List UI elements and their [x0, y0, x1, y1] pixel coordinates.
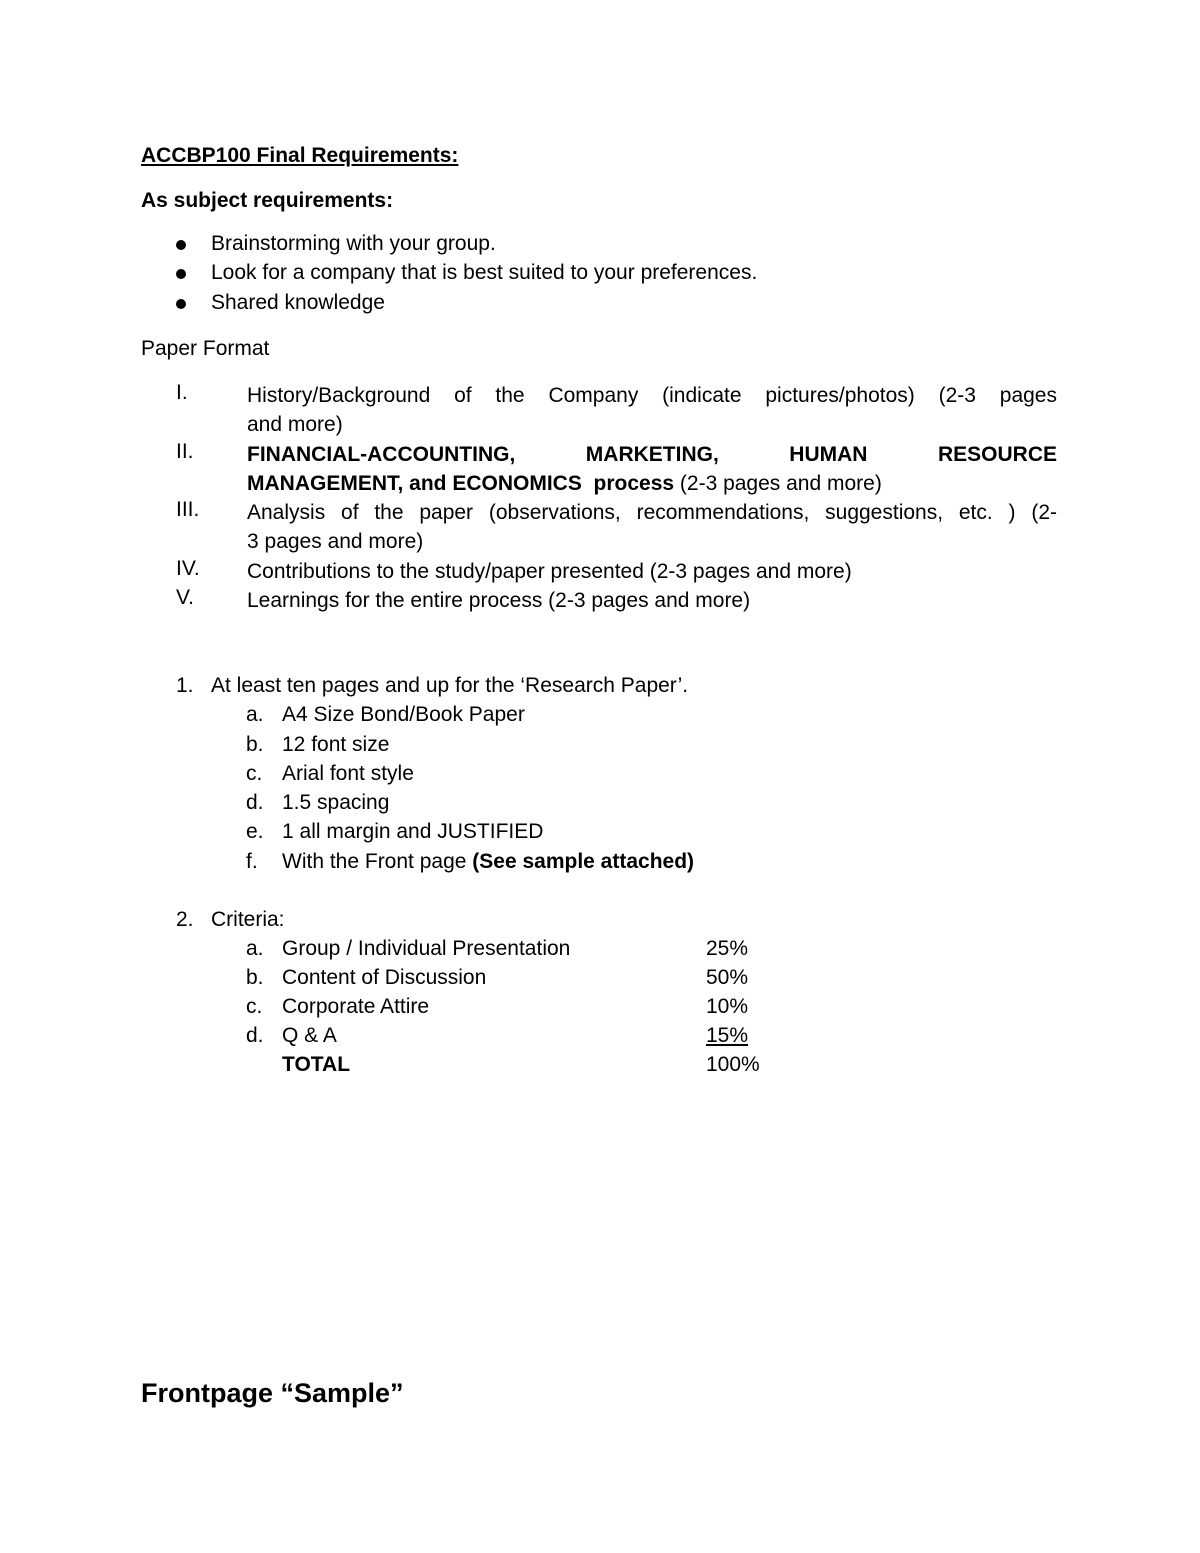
criteria-total-percent: 100% [706, 1053, 760, 1076]
requirements-item: At least ten pages and up for the ‘Research Paper’. [211, 674, 689, 697]
list-letter: e. [246, 820, 264, 843]
item-line: Learnings for the entire process (2-3 pages and more) [247, 589, 751, 612]
bullet-icon [176, 299, 186, 309]
bullet-item: Brainstorming with your group. [211, 232, 496, 255]
document-title: ACCBP100 Final Requirements: [141, 144, 459, 167]
item-line-bold: MANAGEMENT, and ECONOMICS process [247, 472, 675, 495]
paper-format-item [247, 557, 1057, 586]
subject-requirements-heading: As subject requirements: [141, 189, 394, 212]
criteria-percent: 25% [706, 937, 749, 960]
criteria-percent: 50% [706, 966, 749, 989]
bullet-icon [176, 269, 186, 279]
paper-format-item [247, 586, 1057, 615]
criteria-percent: 10% [706, 995, 749, 1018]
criteria-total-label: TOTAL [282, 1053, 351, 1076]
requirement-subitem: 12 font size [282, 733, 390, 756]
criteria-label: Corporate Attire [282, 995, 430, 1018]
criteria-label: Q & A [282, 1024, 337, 1047]
list-letter: d. [246, 791, 264, 814]
list-letter: f. [246, 850, 258, 873]
criteria-heading: Criteria: [211, 908, 285, 931]
requirement-subitem: 1.5 spacing [282, 791, 390, 814]
criteria-percent: 15% [706, 1024, 749, 1047]
criteria-label: Content of Discussion [282, 966, 487, 989]
roman-numeral: IV. [176, 557, 200, 580]
item-line: and more) [247, 413, 343, 436]
subitem-bold-note: (See sample attached) [472, 850, 695, 873]
paper-format-item [247, 440, 1057, 498]
bullet-icon [176, 240, 186, 250]
requirement-subitem [282, 850, 694, 874]
list-number: 2. [176, 908, 194, 931]
item-line: History/Background of the Company (indicate pictures/photos) (2-3 pages [247, 384, 1057, 407]
roman-numeral: II. [176, 440, 194, 463]
list-number: 1. [176, 674, 194, 697]
list-letter: a. [246, 937, 264, 960]
frontpage-sample-heading: Frontpage “Sample” [141, 1378, 404, 1408]
list-letter: c. [246, 995, 263, 1018]
requirement-subitem: A4 Size Bond/Book Paper [282, 703, 525, 726]
requirement-subitem: 1 all margin and JUSTIFIED [282, 820, 544, 843]
paper-format-heading: Paper Format [141, 337, 270, 360]
item-line: Analysis of the paper (observations, recommendations, suggestions, etc. ) (2- [247, 501, 1057, 524]
bullet-item: Shared knowledge [211, 291, 385, 314]
list-letter: d. [246, 1024, 264, 1047]
criteria-label: Group / Individual Presentation [282, 937, 571, 960]
requirement-subitem: Arial font style [282, 762, 414, 785]
item-line: Contributions to the study/paper presented (2-3 pages and more) [247, 560, 852, 583]
subitem-text: With the Front page [282, 850, 473, 873]
item-line: FINANCIAL-ACCOUNTING, MARKETING, HUMAN RESOURCE [247, 443, 1057, 466]
list-letter: b. [246, 966, 264, 989]
item-line-rest: (2-3 pages and more) [674, 472, 882, 495]
list-letter: c. [246, 762, 263, 785]
roman-numeral: V. [176, 586, 194, 609]
item-line: 3 pages and more) [247, 530, 424, 553]
bullet-item: Look for a company that is best suited to your preferences. [211, 261, 758, 284]
roman-numeral: III. [176, 498, 200, 521]
roman-numeral: I. [176, 381, 188, 404]
paper-format-item [247, 498, 1057, 556]
paper-format-item [247, 381, 1057, 439]
list-letter: b. [246, 733, 264, 756]
list-letter: a. [246, 703, 264, 726]
